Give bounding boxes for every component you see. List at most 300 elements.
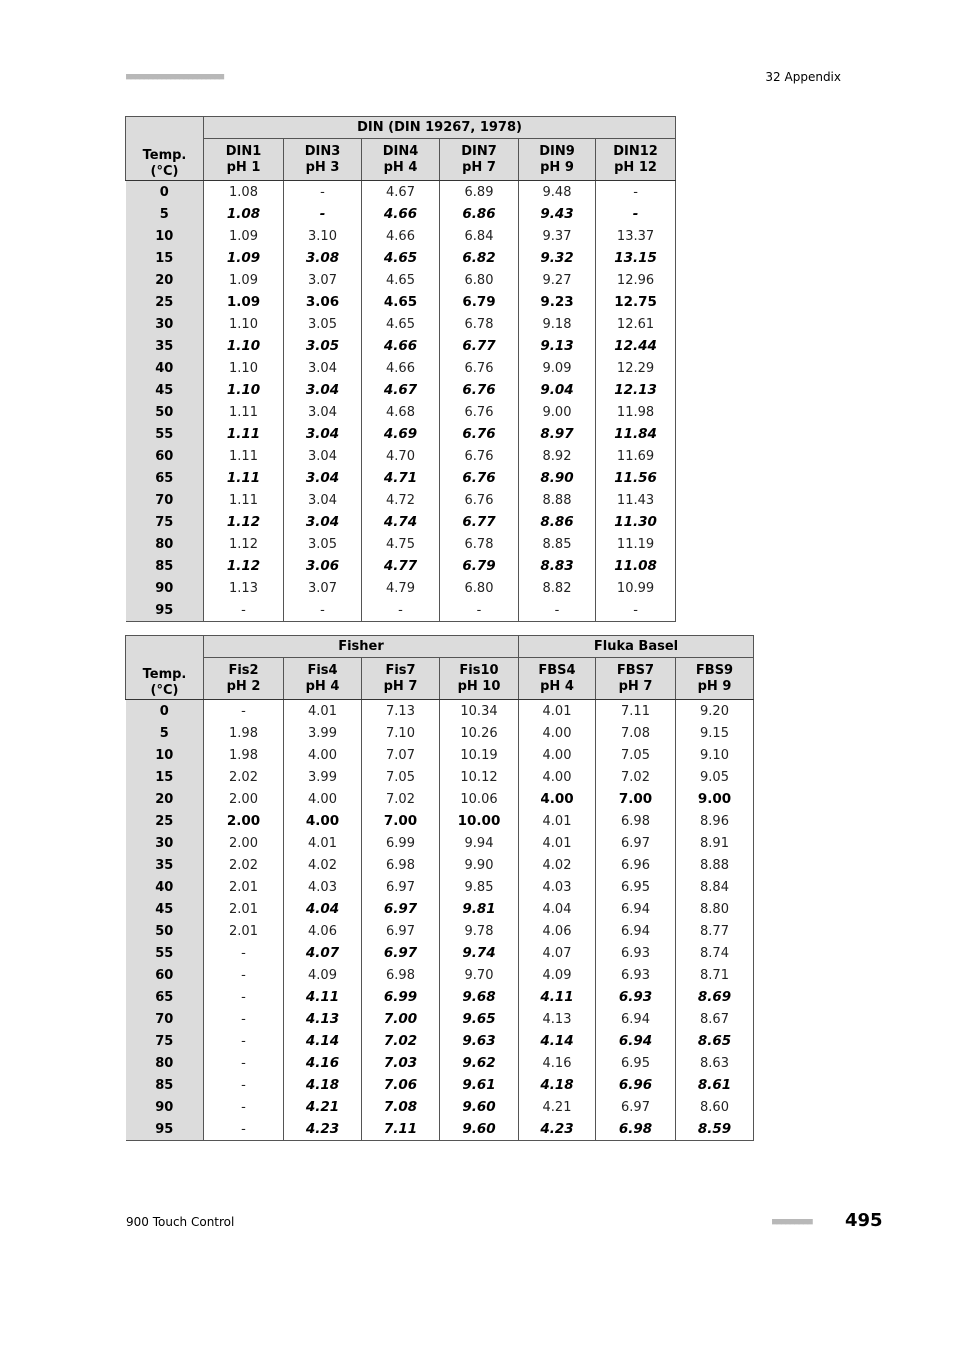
value-cell: 8.77 (676, 920, 754, 942)
value-cell: 1.10 (204, 357, 284, 379)
column-header: FBS4 pH 4 (519, 658, 596, 700)
value-cell: 9.94 (440, 832, 519, 854)
value-cell: 10.06 (440, 788, 519, 810)
temperature-cell: 65 (126, 986, 204, 1008)
value-cell: 4.01 (284, 832, 362, 854)
table-row (126, 986, 754, 1008)
temperature-cell: 25 (126, 291, 204, 313)
value-cell: 7.02 (362, 788, 440, 810)
value-cell: 6.98 (362, 854, 440, 876)
value-cell: 6.84 (440, 225, 519, 247)
value-cell: 9.74 (440, 942, 519, 964)
value-cell: 2.00 (204, 832, 284, 854)
value-cell: 4.07 (284, 942, 362, 964)
chapter-title: 32 Appendix (765, 70, 841, 84)
value-cell: 9.00 (676, 788, 754, 810)
value-cell: 2.01 (204, 920, 284, 942)
value-cell: 4.06 (284, 920, 362, 942)
temperature-cell: 20 (126, 269, 204, 291)
table-row (126, 1030, 754, 1052)
value-cell: 8.96 (676, 810, 754, 832)
value-cell: 6.78 (440, 313, 519, 335)
value-cell: 7.11 (596, 700, 676, 723)
value-cell: 9.10 (676, 744, 754, 766)
value-cell: 4.16 (519, 1052, 596, 1074)
value-cell: - (284, 599, 362, 622)
table-row (126, 1118, 754, 1141)
temperature-cell: 35 (126, 854, 204, 876)
value-cell: 3.07 (284, 577, 362, 599)
value-cell: 8.90 (519, 467, 596, 489)
temperature-cell: 75 (126, 1030, 204, 1052)
temperature-cell: 95 (126, 1118, 204, 1141)
value-cell: 6.79 (440, 555, 519, 577)
column-header: DIN9 pH 9 (519, 139, 596, 181)
value-cell: 10.26 (440, 722, 519, 744)
value-cell: 4.11 (284, 986, 362, 1008)
value-cell: 6.95 (596, 1052, 676, 1074)
value-cell: 1.08 (204, 181, 284, 204)
value-cell: 12.75 (596, 291, 676, 313)
temperature-cell: 65 (126, 467, 204, 489)
value-cell: 4.00 (519, 722, 596, 744)
table-row (126, 942, 754, 964)
value-cell: 4.65 (362, 313, 440, 335)
value-cell: 1.11 (204, 445, 284, 467)
value-cell: 1.98 (204, 722, 284, 744)
value-cell: 4.66 (362, 335, 440, 357)
value-cell: 1.09 (204, 225, 284, 247)
value-cell: 1.13 (204, 577, 284, 599)
value-cell: 4.74 (362, 511, 440, 533)
temperature-cell: 50 (126, 401, 204, 423)
temperature-cell: 20 (126, 788, 204, 810)
value-cell: 3.04 (284, 467, 362, 489)
value-cell: 3.06 (284, 291, 362, 313)
value-cell: 1.09 (204, 247, 284, 269)
value-cell: 8.82 (519, 577, 596, 599)
temperature-cell: 25 (126, 810, 204, 832)
value-cell: 8.65 (676, 1030, 754, 1052)
table-row (126, 854, 754, 876)
value-cell: - (284, 203, 362, 225)
value-cell: 1.10 (204, 335, 284, 357)
value-cell: 8.69 (676, 986, 754, 1008)
column-header: DIN4 pH 4 (362, 139, 440, 181)
value-cell: 4.09 (284, 964, 362, 986)
temperature-cell: 90 (126, 577, 204, 599)
value-cell: 3.99 (284, 766, 362, 788)
value-cell: 9.05 (676, 766, 754, 788)
value-cell: 6.99 (362, 986, 440, 1008)
value-cell: 1.10 (204, 379, 284, 401)
value-cell: 6.93 (596, 964, 676, 986)
temperature-cell: 35 (126, 335, 204, 357)
value-cell: 4.11 (519, 986, 596, 1008)
value-cell: 7.02 (362, 1030, 440, 1052)
value-cell: 9.60 (440, 1096, 519, 1118)
value-cell: 3.05 (284, 335, 362, 357)
temperature-cell: 85 (126, 555, 204, 577)
column-header: DIN7 pH 7 (440, 139, 519, 181)
value-cell: 3.06 (284, 555, 362, 577)
temperature-cell: 30 (126, 832, 204, 854)
footer-decoration: ■■■■■■■■■ (772, 1217, 812, 1227)
value-cell: 1.12 (204, 533, 284, 555)
table-row (126, 291, 676, 313)
value-cell: 8.83 (519, 555, 596, 577)
table-row (126, 181, 676, 204)
value-cell: - (596, 599, 676, 622)
table-row (126, 898, 754, 920)
temperature-cell: 30 (126, 313, 204, 335)
temp-header: Temp. (°C) (126, 117, 204, 181)
value-cell: 6.76 (440, 489, 519, 511)
value-cell: 11.69 (596, 445, 676, 467)
value-cell: - (204, 942, 284, 964)
value-cell: 6.99 (362, 832, 440, 854)
temperature-cell: 10 (126, 225, 204, 247)
value-cell: 8.59 (676, 1118, 754, 1141)
value-cell: 8.86 (519, 511, 596, 533)
temperature-cell: 60 (126, 445, 204, 467)
table-row (126, 744, 754, 766)
value-cell: 6.76 (440, 357, 519, 379)
table-row (126, 269, 676, 291)
value-cell: 7.02 (596, 766, 676, 788)
value-cell: 4.72 (362, 489, 440, 511)
value-cell: - (440, 599, 519, 622)
value-cell: - (204, 1118, 284, 1141)
value-cell: 3.10 (284, 225, 362, 247)
value-cell: 8.85 (519, 533, 596, 555)
value-cell: 12.13 (596, 379, 676, 401)
value-cell: 6.97 (362, 942, 440, 964)
value-cell: 4.01 (519, 700, 596, 723)
temperature-cell: 45 (126, 379, 204, 401)
group-header-din: DIN (DIN 19267, 1978) (204, 117, 676, 139)
group-header-fluka-basel: Fluka Basel (519, 636, 754, 658)
value-cell: 6.94 (596, 898, 676, 920)
value-cell: 11.08 (596, 555, 676, 577)
value-cell: 6.93 (596, 942, 676, 964)
value-cell: 7.05 (362, 766, 440, 788)
value-cell: 3.04 (284, 489, 362, 511)
value-cell: 6.96 (596, 1074, 676, 1096)
table-row (126, 335, 676, 357)
value-cell: 6.76 (440, 401, 519, 423)
table-row (126, 766, 754, 788)
value-cell: 4.65 (362, 269, 440, 291)
value-cell: 6.93 (596, 986, 676, 1008)
value-cell: 1.11 (204, 489, 284, 511)
value-cell: 2.01 (204, 876, 284, 898)
value-cell: 6.97 (596, 1096, 676, 1118)
value-cell: 9.63 (440, 1030, 519, 1052)
table-row (126, 920, 754, 942)
value-cell: 8.97 (519, 423, 596, 445)
value-cell: 12.96 (596, 269, 676, 291)
value-cell: 9.62 (440, 1052, 519, 1074)
value-cell: 11.98 (596, 401, 676, 423)
value-cell: 4.01 (519, 832, 596, 854)
table-row (126, 577, 676, 599)
value-cell: 6.86 (440, 203, 519, 225)
value-cell: 4.13 (284, 1008, 362, 1030)
value-cell: 7.00 (362, 810, 440, 832)
temperature-cell: 15 (126, 247, 204, 269)
value-cell: 8.71 (676, 964, 754, 986)
value-cell: 9.68 (440, 986, 519, 1008)
value-cell: - (362, 599, 440, 622)
value-cell: 9.18 (519, 313, 596, 335)
value-cell: 9.78 (440, 920, 519, 942)
value-cell: 7.10 (362, 722, 440, 744)
value-cell: - (204, 599, 284, 622)
value-cell: 6.82 (440, 247, 519, 269)
value-cell: 4.03 (519, 876, 596, 898)
value-cell: - (204, 1030, 284, 1052)
temperature-cell: 0 (126, 700, 204, 723)
table-row (126, 225, 676, 247)
table-row (126, 599, 676, 622)
value-cell: 6.80 (440, 269, 519, 291)
value-cell: 4.77 (362, 555, 440, 577)
value-cell: 4.71 (362, 467, 440, 489)
value-cell: 11.30 (596, 511, 676, 533)
value-cell: 4.00 (284, 788, 362, 810)
value-cell: 9.61 (440, 1074, 519, 1096)
value-cell: 3.04 (284, 445, 362, 467)
temperature-cell: 45 (126, 898, 204, 920)
value-cell: 9.20 (676, 700, 754, 723)
value-cell: - (204, 964, 284, 986)
value-cell: 4.03 (284, 876, 362, 898)
value-cell: 4.67 (362, 379, 440, 401)
column-header: Fis10 pH 10 (440, 658, 519, 700)
value-cell: 6.77 (440, 335, 519, 357)
value-cell: - (596, 203, 676, 225)
value-cell: 7.13 (362, 700, 440, 723)
temperature-cell: 5 (126, 722, 204, 744)
column-header: DIN12 pH 12 (596, 139, 676, 181)
temperature-cell: 10 (126, 744, 204, 766)
temperature-cell: 60 (126, 964, 204, 986)
value-cell: 6.76 (440, 445, 519, 467)
value-cell: - (204, 1052, 284, 1074)
column-header: Fis7 pH 7 (362, 658, 440, 700)
value-cell: 1.08 (204, 203, 284, 225)
value-cell: 4.00 (519, 744, 596, 766)
temperature-cell: 0 (126, 181, 204, 204)
value-cell: 4.00 (519, 766, 596, 788)
temperature-cell: 85 (126, 1074, 204, 1096)
table-row (126, 203, 676, 225)
value-cell: 9.85 (440, 876, 519, 898)
value-cell: 6.94 (596, 920, 676, 942)
value-cell: 8.88 (676, 854, 754, 876)
temperature-cell: 70 (126, 489, 204, 511)
value-cell: 3.07 (284, 269, 362, 291)
table-row (126, 700, 754, 723)
value-cell: 4.04 (519, 898, 596, 920)
value-cell: 4.66 (362, 357, 440, 379)
value-cell: 2.01 (204, 898, 284, 920)
value-cell: 6.97 (362, 920, 440, 942)
table-row (126, 533, 676, 555)
value-cell: 1.98 (204, 744, 284, 766)
value-cell: 2.02 (204, 766, 284, 788)
value-cell: 11.56 (596, 467, 676, 489)
value-cell: 3.04 (284, 379, 362, 401)
table-row (126, 357, 676, 379)
value-cell: 8.67 (676, 1008, 754, 1030)
table-row (126, 788, 754, 810)
table-row (126, 1008, 754, 1030)
value-cell: 8.74 (676, 942, 754, 964)
value-cell: 4.04 (284, 898, 362, 920)
table-row (126, 555, 676, 577)
table-row (126, 401, 676, 423)
value-cell: 4.00 (284, 744, 362, 766)
table-row (126, 511, 676, 533)
value-cell: 10.99 (596, 577, 676, 599)
value-cell: - (596, 181, 676, 204)
value-cell: 6.78 (440, 533, 519, 555)
value-cell: 7.05 (596, 744, 676, 766)
column-header: FBS7 pH 7 (596, 658, 676, 700)
product-name: 900 Touch Control (126, 1215, 235, 1229)
value-cell: 1.10 (204, 313, 284, 335)
value-cell: 6.95 (596, 876, 676, 898)
column-header: DIN3 pH 3 (284, 139, 362, 181)
table-row (126, 247, 676, 269)
value-cell: 6.76 (440, 467, 519, 489)
value-cell: 12.61 (596, 313, 676, 335)
value-cell: 12.44 (596, 335, 676, 357)
table-row (126, 423, 676, 445)
temperature-cell: 50 (126, 920, 204, 942)
value-cell: 1.09 (204, 269, 284, 291)
value-cell: 9.70 (440, 964, 519, 986)
value-cell: 7.00 (596, 788, 676, 810)
temperature-cell: 40 (126, 876, 204, 898)
fisher-fluka-buffer-table (125, 635, 754, 1141)
value-cell: 10.00 (440, 810, 519, 832)
value-cell: 13.37 (596, 225, 676, 247)
table-row (126, 1052, 754, 1074)
temperature-cell: 55 (126, 942, 204, 964)
value-cell: 9.09 (519, 357, 596, 379)
value-cell: 4.07 (519, 942, 596, 964)
table-row (126, 379, 676, 401)
value-cell: 8.92 (519, 445, 596, 467)
column-header: Fis2 pH 2 (204, 658, 284, 700)
value-cell: 4.68 (362, 401, 440, 423)
value-cell: - (284, 181, 362, 204)
value-cell: 9.00 (519, 401, 596, 423)
temperature-cell: 75 (126, 511, 204, 533)
value-cell: 9.90 (440, 854, 519, 876)
value-cell: 3.04 (284, 401, 362, 423)
column-header: FBS9 pH 9 (676, 658, 754, 700)
table-row (126, 445, 676, 467)
value-cell: 9.81 (440, 898, 519, 920)
value-cell: 7.08 (596, 722, 676, 744)
column-header: DIN1 pH 1 (204, 139, 284, 181)
table-row (126, 467, 676, 489)
value-cell: 4.70 (362, 445, 440, 467)
temperature-cell: 5 (126, 203, 204, 225)
value-cell: 9.43 (519, 203, 596, 225)
temperature-cell: 90 (126, 1096, 204, 1118)
value-cell: 7.11 (362, 1118, 440, 1141)
value-cell: 8.80 (676, 898, 754, 920)
value-cell: 6.96 (596, 854, 676, 876)
value-cell: - (204, 986, 284, 1008)
value-cell: 9.23 (519, 291, 596, 313)
value-cell: 7.00 (362, 1008, 440, 1030)
value-cell: 4.66 (362, 203, 440, 225)
value-cell: 7.03 (362, 1052, 440, 1074)
value-cell: 9.60 (440, 1118, 519, 1141)
value-cell: 6.79 (440, 291, 519, 313)
value-cell: 6.98 (596, 1118, 676, 1141)
value-cell: 8.88 (519, 489, 596, 511)
value-cell: 9.32 (519, 247, 596, 269)
value-cell: 9.48 (519, 181, 596, 204)
value-cell: 6.98 (596, 810, 676, 832)
value-cell: 6.77 (440, 511, 519, 533)
table-row (126, 313, 676, 335)
value-cell: - (204, 700, 284, 723)
value-cell: 4.23 (284, 1118, 362, 1141)
value-cell: 4.66 (362, 225, 440, 247)
value-cell: 4.65 (362, 291, 440, 313)
value-cell: 7.07 (362, 744, 440, 766)
value-cell: - (204, 1008, 284, 1030)
table-row (126, 1074, 754, 1096)
value-cell: 4.79 (362, 577, 440, 599)
value-cell: 9.27 (519, 269, 596, 291)
value-cell: 10.19 (440, 744, 519, 766)
value-cell: - (519, 599, 596, 622)
value-cell: 8.60 (676, 1096, 754, 1118)
value-cell: 3.05 (284, 313, 362, 335)
table-row (126, 832, 754, 854)
value-cell: 6.89 (440, 181, 519, 204)
temperature-cell: 95 (126, 599, 204, 622)
value-cell: 6.97 (362, 876, 440, 898)
value-cell: 4.65 (362, 247, 440, 269)
value-cell: 9.13 (519, 335, 596, 357)
value-cell: 4.16 (284, 1052, 362, 1074)
value-cell: 9.15 (676, 722, 754, 744)
value-cell: 1.11 (204, 467, 284, 489)
value-cell: 4.21 (284, 1096, 362, 1118)
value-cell: 6.76 (440, 423, 519, 445)
value-cell: 4.02 (284, 854, 362, 876)
value-cell: 3.08 (284, 247, 362, 269)
value-cell: 8.63 (676, 1052, 754, 1074)
value-cell: 4.00 (284, 810, 362, 832)
value-cell: 7.06 (362, 1074, 440, 1096)
value-cell: 1.09 (204, 291, 284, 313)
value-cell: 7.08 (362, 1096, 440, 1118)
value-cell: 4.01 (519, 810, 596, 832)
value-cell: 10.34 (440, 700, 519, 723)
group-header-fisher: Fisher (204, 636, 519, 658)
